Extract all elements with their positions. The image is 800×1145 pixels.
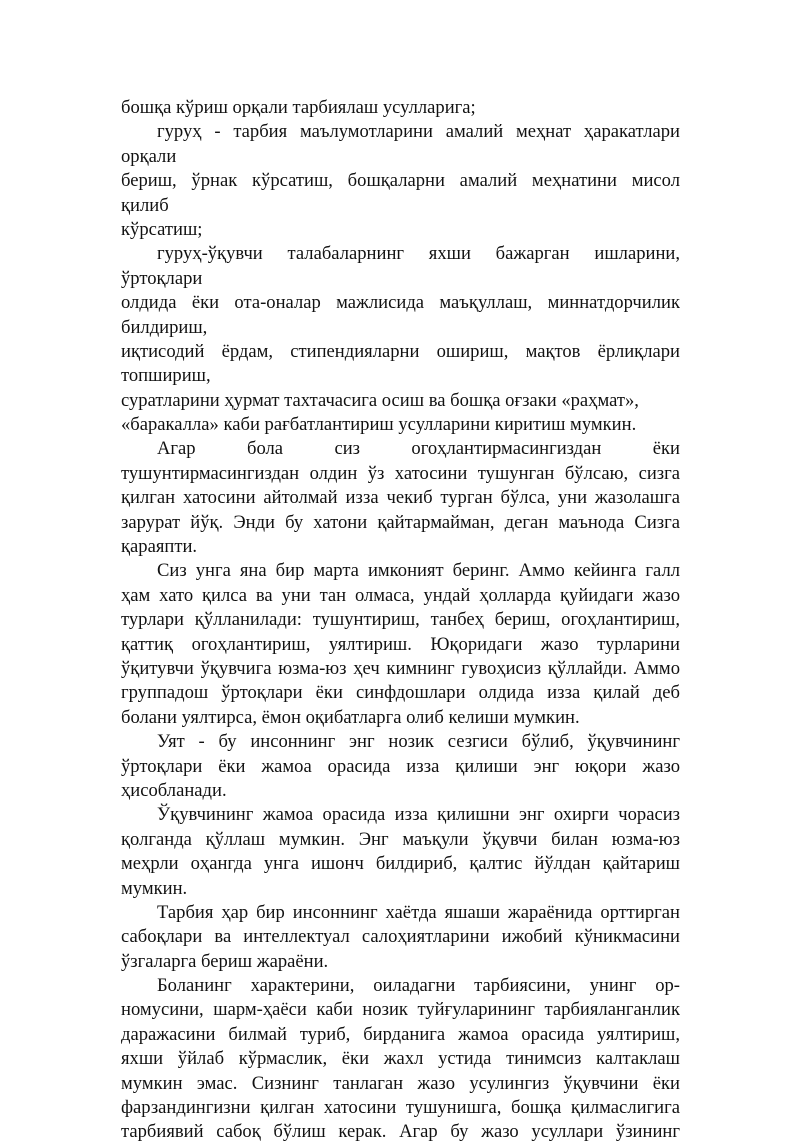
text-line: иқтисодий ёрдам, стипендияларни ошириш, мақтов ёрлиқлари	[121, 340, 680, 362]
text-line: номусини, шарм-ҳаёси каби нозик туйғуларининг тарбияланганлик	[121, 999, 680, 1021]
text-line: гуруҳ - тарбия маълумотларини амалий меҳнат ҳаракатлари	[157, 121, 680, 143]
text-line: зарурат йўқ. Энди бу хатони қайтармайман, деган маънода Сизга	[121, 511, 680, 533]
text-line: қараяпти.	[121, 536, 198, 558]
text-line: қилган хатосини айтолмай изза чекиб турган бўлса, уни жазолашга	[121, 487, 680, 509]
text-line: Ўқувчининг жамоа орасида изза қилишни энг охирги чорасиз	[157, 804, 680, 826]
text-line: ўқитувчи ўқувчига юзма-юз ҳеч кимнинг гувоҳисиз қўллайди. Аммо	[121, 657, 680, 679]
text-line: бериш, ўрнак кўрсатиш, бошқаларни амалий меҳнатини мисол	[121, 170, 680, 192]
text-line: мумкин эмас. Сизнинг танлаган жазо усулингиз ўқувчини ёки	[121, 1072, 680, 1094]
text-line: ўртоқлари ёки жамоа орасида изза қилиши энг юқори жазо	[121, 755, 680, 777]
text-line: ҳисобланади.	[121, 779, 227, 801]
text-line: суратларини ҳурмат тахтачасига осиш ва бошқа оғзаки «раҳмат»,	[121, 389, 639, 411]
text-line: гуруҳ-ўқувчи талабаларнинг яхши бажарган ишларини,	[157, 243, 680, 265]
text-line: сабоқлари ва интеллектуал салоҳиятларини ижобий кўникмасини	[121, 926, 680, 948]
text-line: ҳам хато қилса ва уни тан олмаса, ундай ҳолларда қуйидаги жазо	[121, 584, 680, 606]
text-line: олдида ёки ота-оналар мажлисида маъқуллаш, миннатдорчилик	[121, 292, 680, 314]
text-line: Тарбия ҳар бир инсоннинг хаётда яшаши жараёнида орттирган	[157, 901, 680, 923]
text-line: Агар бола сиз огоҳлантирмасингиздан ёки	[157, 438, 680, 460]
text-line: бошқа кўриш орқали тарбиялаш усулларига;	[121, 97, 476, 118]
text-line: топшириш,	[121, 365, 211, 387]
text-line: қилиб	[121, 194, 169, 216]
text-line: Уят - бу инсоннинг энг нозик сезгиси бўлиб, ўқувчининг	[157, 731, 680, 753]
text-line: фарзандингизни қилган хатосини тушунишга, бошқа қилмаслигига	[121, 1097, 680, 1119]
text-line: ўзгаларга бериш жараёни.	[121, 950, 329, 972]
text-line: кўрсатиш;	[121, 218, 203, 240]
text-line: ўртоқлари	[121, 267, 203, 289]
text-line: болани уялтирса, ёмон оқибатларга олиб келиши мумкин.	[121, 706, 580, 728]
text-line: мумкин.	[121, 877, 188, 899]
text-line: турлари қўлланилади: тушунтириш, танбеҳ бериш, огоҳлантириш,	[121, 609, 680, 631]
text-line: группадош ўртоқлари ёки синфдошлари олдида изза қилай деб	[121, 682, 680, 704]
text-line: билдириш,	[121, 316, 208, 338]
text-line: орқали	[121, 145, 177, 167]
text-line: тушунтирмасингиздан олдин ўз хатосини тушунган бўлсаю, сизга	[121, 462, 680, 484]
text-line: яхши ўйлаб кўрмаслик, ёки жахл устида тинимсиз калтаклаш	[121, 1048, 680, 1070]
text-line: меҳрли оҳангда унга ишонч билдириб, қалтис йўлдан қайтариш	[121, 853, 680, 875]
text-line: Боланинг характерини, оиладагни тарбиясини, унинг ор-	[157, 975, 680, 997]
text-line: тарбиявий сабоқ бўлиш керак. Агар бу жазо усуллари ўзининг	[121, 1121, 680, 1143]
text-line: даражасини билмай туриб, бирданига жамоа орасида уялтириш,	[121, 1023, 680, 1045]
text-line: қолганда қўллаш мумкин. Энг маъқули ўқувчи билан юзма-юз	[121, 828, 680, 850]
document-body-text	[121, 96, 680, 1145]
text-line: «баракалла» каби рағбатлантириш усулларини киритиш мумкин.	[121, 414, 637, 436]
text-line: қаттиқ огоҳлантириш, уялтириш. Юқоридаги жазо турларини	[121, 633, 680, 655]
text-line: Сиз унга яна бир марта имконият беринг. Аммо кейинга галл	[157, 560, 680, 582]
